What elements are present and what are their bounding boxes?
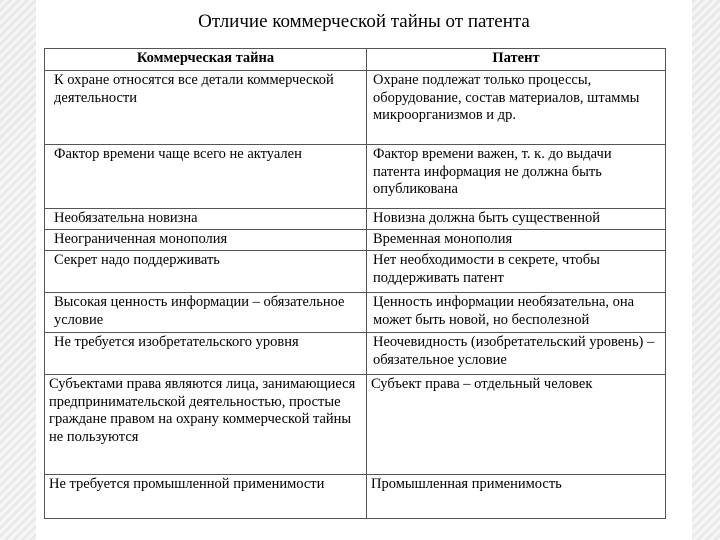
table-cell: Промышленная применимость: [367, 475, 666, 519]
left-decorative-strip: [0, 0, 36, 540]
table-cell: Фактор времени чаще всего не актуален: [45, 145, 367, 209]
table-cell: Субъект права – отдельный человек: [367, 375, 666, 475]
table-row: [45, 475, 666, 519]
table-row: [45, 145, 666, 209]
header-patent: Патент: [367, 49, 666, 71]
table-row: [45, 293, 666, 333]
table-cell: Необязательна новизна: [45, 209, 367, 230]
table-cell: Высокая ценность информации – обязательное условие: [45, 293, 367, 333]
table-row: [45, 251, 666, 293]
table-cell: Временная монополия: [367, 230, 666, 251]
table-cell: Секрет надо поддерживать: [45, 251, 367, 293]
table-cell: Не требуется изобретательского уровня: [45, 333, 367, 375]
comparison-table: [44, 48, 666, 519]
table-cell: Ценность информации необязательна, она может быть новой, но бесполезной: [367, 293, 666, 333]
table-row: [45, 209, 666, 230]
table-row: [45, 230, 666, 251]
table-row: [45, 333, 666, 375]
slide: [36, 0, 692, 540]
table-cell: К охране относятся все детали коммерческой деятельности: [45, 71, 367, 145]
table-row: [45, 375, 666, 475]
table-cell: Охране подлежат только процессы, оборудование, состав материалов, штаммы микроорганизмов и др.: [367, 71, 666, 145]
table-cell: Фактор времени важен, т. к. до выдачи патента информация не должна быть опубликована: [367, 145, 666, 209]
table-header-row: [45, 49, 666, 71]
slide-title: Отличие коммерческой тайны от патента: [198, 11, 530, 32]
table-row: [45, 71, 666, 145]
table-cell: Субъектами права являются лица, занимающиеся предпринимательской деятельностью, простые граждане правом на охрану коммерческой тайны не пользуются: [45, 375, 367, 475]
table-cell: Неочевидность (изобретательский уровень) – обязательное условие: [367, 333, 666, 375]
table-cell: Нет необходимости в секрете, чтобы поддерживать патент: [367, 251, 666, 293]
table-cell: Новизна должна быть существенной: [367, 209, 666, 230]
table-cell: Неограниченная монополия: [45, 230, 367, 251]
header-trade-secret: Коммерческая тайна: [45, 49, 367, 71]
table-cell: Не требуется промышленной применимости: [45, 475, 367, 519]
